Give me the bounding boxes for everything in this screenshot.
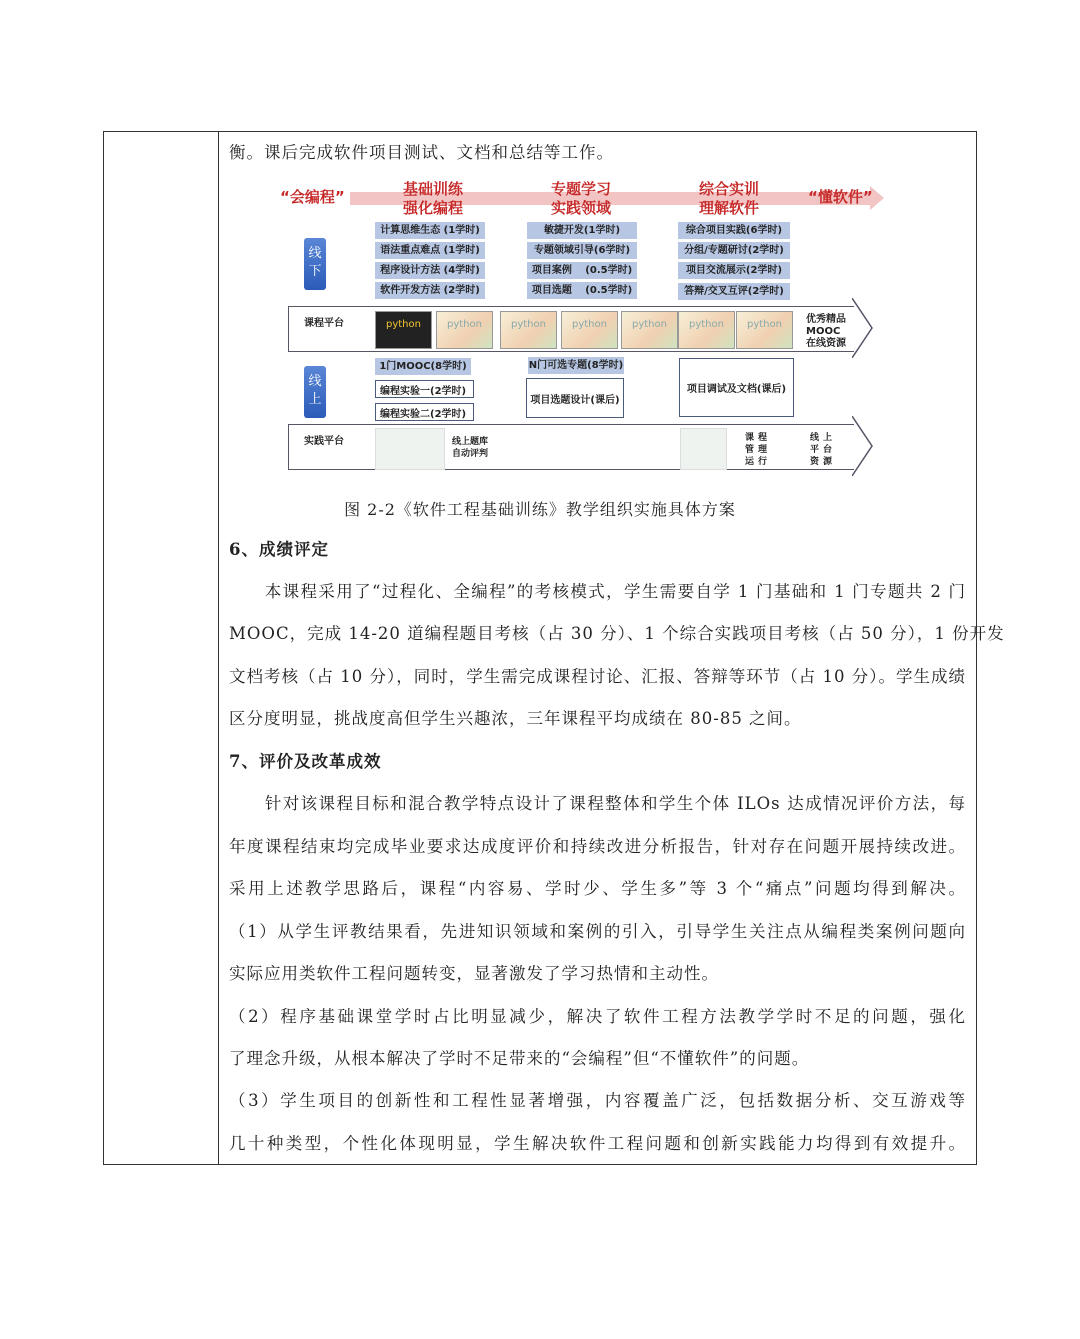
paragraph-line: 区分度明显，挑战度高但学生兴趣浓，三年课程平均成绩在 80-85 之间。 [229,709,802,728]
topics-box: N门可选专题(8学时) [528,357,624,374]
offline-item: 项目交流展示(2学时) [678,262,790,279]
figure-caption: 图 2-2《软件工程基础训练》教学组织实施具体方案 [344,500,736,519]
lab-one-box: 编程实验一(2学时) [375,380,474,398]
teaching-plan-diagram [280,178,890,488]
offline-item: 语法重点难点 (1学时) [375,242,485,259]
mooc-thumbnail: python [736,311,793,349]
section-6-heading: 6、成绩评定 [229,540,329,559]
paragraph-line: 本课程采用了“过程化、全编程”的考核模式，学生需要自学 1 门基础和 1 门专题共 2 门 [229,582,966,601]
mooc-thumbnail: python [375,311,432,349]
paragraph-line: 实际应用类软件工程问题转变，显著激发了学习热情和主动性。 [229,964,719,983]
start-label: “会编程” [280,188,345,206]
offline-item: 分组/专题研讨(2学时) [678,242,790,259]
topic-design-box: 项目选题设计(课后) [526,378,624,418]
paragraph-line: 针对该课程目标和混合教学特点设计了课程整体和学生个体 ILOs 达成情况评价方法，每 [229,794,966,813]
paragraph-line: 了理念升级，从根本解决了学时不足带来的“会编程”但“不懂软件”的问题。 [229,1049,810,1068]
offline-item: 项目案例 (0.5学时) [527,262,637,279]
mooc-thumbnail: python [436,311,493,349]
stage-3-title: 综合实训 理解软件 [698,180,759,217]
mooc-thumbnail: python [500,311,557,349]
paragraph-line: 文档考核（占 10 分），同时，学生需完成课程讨论、汇报、答辩等环节（占 10 分）。学生成绩 [229,667,966,686]
platform-screenshot [375,428,445,470]
online-tag: 线上 [304,366,326,418]
paragraph-line: （1）从学生评教结果看，先进知识领域和案例的引入，引导学生关注点从编程类案例问题向 [229,922,966,941]
lane-arrow-icon [852,416,882,476]
offline-tag: 线下 [304,238,326,290]
offline-item: 程序设计方法 (4学时) [375,262,485,279]
mooc-box: 1门MOOC(8学时) [375,358,471,375]
platform-screenshot [680,428,727,470]
mooc-thumbnail: python [621,311,678,349]
mooc-thumbnail: python [561,311,618,349]
offline-item: 项目选题 (0.5学时) [527,282,637,299]
offline-item: 敏捷开发(1学时) [527,222,637,239]
stage-1-title: 基础训练 强化编程 [402,180,463,217]
offline-item: 软件开发方法 (2学时) [375,282,485,299]
practice-platform-label: 实践平台 [304,436,344,447]
offline-item: 答辩/交叉互评(2学时) [678,283,790,300]
paragraph-line: （3）学生项目的创新性和工程性显著增强，内容覆盖广泛，包括数据分析、交互游戏等 [229,1091,966,1110]
paragraph-line: MOOC，完成 14-20 道编程题目考核（占 30 分）、1 个综合实践项目考核（占 50 分），1 份开发 [229,624,1005,643]
practice-note: 线上题库自动评判 [452,437,489,459]
paragraph-line: 采用上述教学思路后，课程“内容易、学时少、学生多”等 3 个“痛点”问题均得到解决。 [229,879,966,898]
mooc-resources-note: 优秀精品MOOC在线资源 [806,314,846,349]
offline-item: 计算思维生态 (1学时) [375,222,485,239]
debug-doc-box: 项目调试及文档(课后) [679,358,794,417]
lane-arrow-icon [852,298,882,358]
paragraph-line: 年度课程结束均完成毕业要求达成度评价和持续改进分析报告，针对存在问题开展持续改进。 [229,837,966,856]
practice-note: 课程管理运行 [745,433,772,467]
stage-2-title: 专题学习 实践领域 [550,180,611,217]
offline-item: 专题领域引导(6学时) [527,242,637,259]
section-7-heading: 7、评价及改革成效 [229,752,382,771]
end-label: “懂软件” [808,188,873,206]
intro-line: 衡。课后完成软件项目测试、文档和总结等工作。 [229,143,614,162]
paragraph-line: 几十种类型，个性化体现明显，学生解决软件工程问题和创新实践能力均得到有效提升。 [229,1134,966,1153]
table-column-divider [218,131,219,1165]
mooc-thumbnail: python [678,311,735,349]
paragraph-line: （2）程序基础课堂学时占比明显减少，解决了软件工程方法教学学时不足的问题，强化 [229,1007,966,1026]
lab-two-box: 编程实验二(2学时) [375,403,474,421]
practice-note: 线上平台资源 [810,433,837,467]
offline-item: 综合项目实践(6学时) [678,222,790,239]
course-platform-label: 课程平台 [304,318,344,329]
